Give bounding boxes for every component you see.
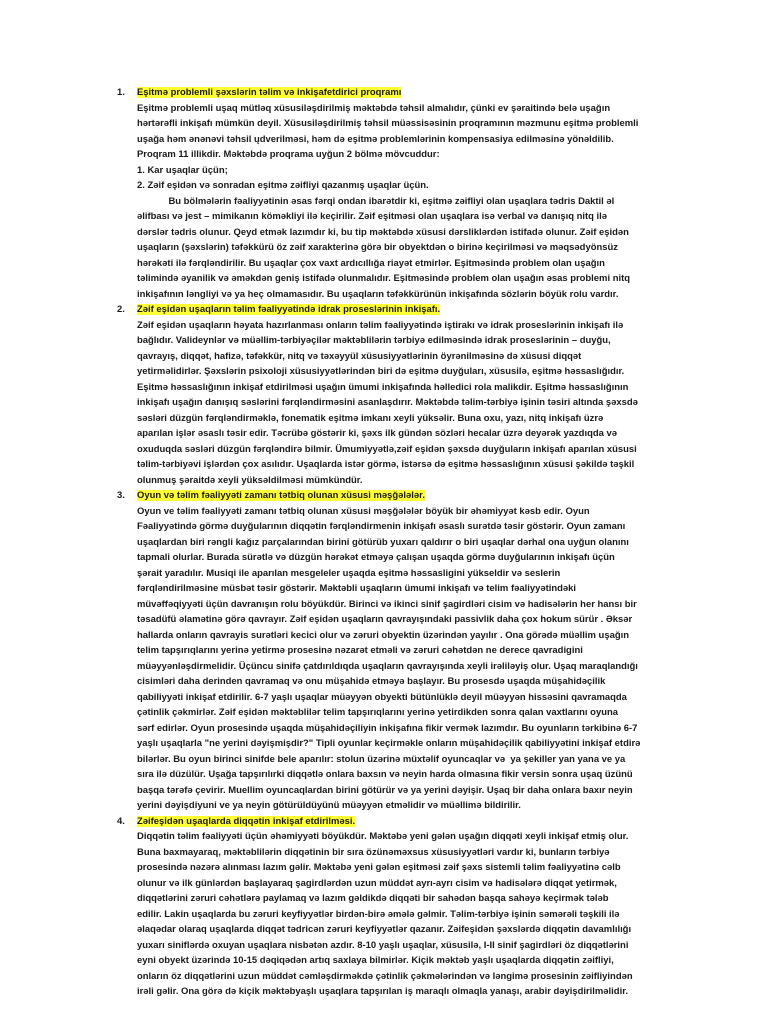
paragraph-line: Proqram 11 illikdir. Məktəbdə proqrama uyğun 2 bölmə mövcuddur:: [137, 149, 440, 160]
paragraph-line: Zəif eşidən uşaqların həyata hazırlanması onların təlim fəaliyyətində iştirakı və idrak proseslərinin inkişafı ilə: [137, 319, 624, 331]
paragraph-line: Eşitmə problemli uşaq mütləq xüsusiləşdirilmiş məktəbdə təhsil almalıdır, çünki ev şəraitində belə uşağın: [137, 102, 611, 114]
paragraph-line: dərslər tədris olunur. Qeyd etmək lazımdır ki, bu tip məktəbdə xüsusi dərsliklərdən istifadə olunur. Zəif eşidən: [137, 226, 629, 238]
section-number: 4.: [117, 815, 125, 827]
paragraph-line: bağlıdır. Valideynlər və müəllim-tərbiyəçilər məktəblilərin tərbiyə edilməsində idrak proseslərinin – duyğu,: [137, 335, 611, 346]
paragraph-line: yetirməlidirlər. Şəxslərin psixoloji xüsusiyyətlərindən biri də eşitmə duyğuları, xüsusilə, eşitmə həssaslığıdır.: [137, 366, 625, 377]
paragraph-line: hərtərəfli inkişafı mümkün deyil. Xüsusiləşdirilmiş təhsil müəssisəsinin proqramının məzmunu eşitmə problemli: [137, 118, 639, 129]
document-body: [117, 85, 657, 1000]
paragraph-line: təlimində əyanilik və əməkdən geniş istifadə olunmalıdır. Eşitməsində problem olan uşağın əsas problemi nitq: [137, 273, 630, 284]
paragraph-line: Fəaliyyətində görmə duyğularının diqqətin fərqləndirmenin inkişafı əsaslı surətdə təsir göstərir. Oyun zamanı: [137, 521, 626, 532]
section-1: [117, 85, 657, 302]
paragraph-line: onların öz diqqətlərini uzun müddət cəmləşdirməkdə çətinlik çəkmələrindən və ləngimə prosesinin zəifliyindən: [137, 970, 633, 982]
paragraph-line: 2. Zəif eşidən və sonradan eşitmə zəifliyi qazanmış uşaqlar üçün.: [137, 180, 429, 191]
paragraph-line: hərəkəti ilə fərqləndirilir. Bu uşaqlar çox vaxt ardıcıllığa riayət etmirlər. Eşitməsində problem olan uşağın: [137, 257, 605, 269]
section-number: 1.: [117, 87, 125, 98]
section-title: Zəif eşidən uşaqların təlim fəaliyyətində idrak proseslərinin inkişafı.: [137, 304, 441, 315]
paragraph-line: müvəffəqiyyəti üçün davranışın rolu böyükdür. Birinci və ikinci sinif şagirdləri cisim və hadisələrin her hansı bir: [137, 598, 637, 610]
section-heading: [117, 814, 657, 830]
paragraph-line: uşaqların (şəxslərin) təfəkkürü öz zəif xarakterinə görə bir obyektdən o birinə keçirilməsi və məqsədyönsüz: [137, 242, 618, 253]
paragraph-line: oxuduqda səsləri düzgün fərqləndirə bilmir. Ümumiyyətlə,zəif eşidən şəxsdə duyğuların inkişafı aparılan xüsusi: [137, 443, 637, 455]
paragraph-line: sıra ilə düzülür. Uşağa tapşırılırki diqqətlə onlara baxsın və neyin harda olmasına fikir versin sonra uşaq üzünü: [137, 769, 633, 780]
paragraph-line: uşağa həm ənənəvi təhsil ųdverilməsi, həm də eşitmə problemlərinin kompensasiya edilməsinə yönəldilib.: [137, 133, 614, 145]
section-heading: [117, 302, 657, 318]
paragraph-line: olunur və ilk günlərdən başlayaraq şagirdlərdən uzun müddət ayrı-ayrı cisim və hadisələrə diqqət yetirmək,: [137, 877, 617, 889]
paragraph-line: olunmuş şəraitdə xeyli yüksəldilməsi mümkündür.: [137, 474, 363, 486]
paragraph-line: eyni obyekt üzərində 10-15 dəqiqədən artıq saxlaya bilmirlər. Kiçik məktəb yaşlı uşaqlarda diqqətin zəifliyi,: [137, 955, 614, 966]
paragraph-line: yerini dəyişdiyuni ve ya neyin götürüldüyünü müəyyən etməlidir və müəllimə bildirilir.: [137, 800, 521, 811]
paragraph-line: çətinlik çəkmirlər. Zəif eşidən məktəblilər telim tapşırıqlarını yerinə yetirdikden sonra qalan vaxtlarını oyuna: [137, 707, 618, 718]
paragraph-line: sərf edirlər. Oyun prosesində uşaqda müşahidəçiliyin inkişafına fikir vermək lazımdır. Bu oyunların tərkibinə 6-7: [137, 722, 638, 734]
paragraph-line: Buna baxmayaraq, məktəblilərin diqqətinin bir sıra özünəməxsus xüsusiyyətləri vardır ki, bunların tərbiyə: [137, 846, 610, 858]
section-title: Oyun və təlim fəaliyyəti zamanı tətbiq olunan xüsusi məşğələlər.: [137, 490, 425, 501]
paragraph-line: yuxarı siniflərdə oxuyan uşaqlara nisbətən azdır. 8-10 yaşlı uşaqlar, xüsusilə, I-II sinif şagirdləri öz diqqətlərini: [137, 939, 629, 951]
paragraph-line: təlim-tərbiyəvi işlərdən çox asılıdır. Uşaqlarda istər görmə, istərsə də eşitmə həssaslığının xüsusi şəkildə təşkil: [137, 459, 635, 470]
paragraph-line: prosesində nəzərə alınması lazım gəlir. Məktəbə yeni gələn eşitməsi zəif şəxs sistemli təlim fəaliyyətinə cəlb: [137, 862, 621, 873]
paragraph-line: Oyun ve təlim fəaliyyəti zamanı tətbiq olunan xüsusi məşğələlər böyük bir əhəmiyyət kəsb edir. Oyun: [137, 505, 590, 517]
paragraph-line: bilərlər. Bu oyun birinci sinifde bele aparılır: stolun üzərinə müxtəlif oyuncaqlar və ya şekiller yan yana ve ya: [137, 753, 626, 765]
section-number: 3.: [117, 490, 125, 501]
paragraph-line: edilir. Lakin uşaqlarda bu zəruri keyfiyyətlər birdən-birə əmələ gəlmir. Təlim-tərbiyə işinin səmərəli təşkili ilə: [137, 908, 620, 920]
paragraph-line: uşaqlardan biri rəngli kağız parçalarından birini götürüb yuxarı qaldırır o biri uşaqlar dərhal ona uyğun olanını: [137, 536, 629, 548]
paragraph-line: fərqləndirilməsine müsbət təsir göstərir. Məktəbli uşaqların ümumi inkişafı və telim fəaliyyətindəki: [137, 583, 576, 594]
paragraph-line: aparılan işlər əsaslı təsir edir. Təcrübə göstərir ki, şəxs ilk gündən sözləri hecalar üzrə deyərək yazdıqda və: [137, 428, 617, 439]
paragraph-line: qabiliyyəti inkişaf etdirilir. 6-7 yaşlı uşaqlar müəyyən obyekti bütünlüklə deyil müəyyən hissəsini qavramaqda: [137, 691, 627, 703]
paragraph-line: qavrayış, diqqət, hafizə, təfəkkür, nitq və təxəyyül xüsusiyyətlərinin öyrənilməsinə də xüsusi diqqət: [137, 350, 582, 362]
paragraph-line: 1. Kar uşaqlar üçün;: [137, 164, 228, 176]
paragraph-line: irəli gəlir. Ona görə də kiçik məktəbyaşlı uşaqlara tapşırılan iş maraqlı olmaqla yanaşı, arabir dəyişdirilməlidir.: [137, 986, 628, 997]
paragraph-line: telim tapşırıqlarını yerinə yetirmə prosesinə nəzarət etməli və zəruri cəhətdən ne derece qavradigini: [137, 645, 583, 656]
paragraph-line: səsləri düzgün fərqləndirməklə, fonematik eşitmə imkanı xeyli yüksəlir. Buna oxu, yazı, nitq inkişafı üzrə: [137, 412, 604, 424]
paragraph-line: hallarda onların qavrayis surətləri kecici olur və zəruri obyektin üzərindən yayılır . Ona görədə müəllim uşağın: [137, 629, 629, 641]
section-number: 2.: [117, 304, 125, 315]
paragraph-line: başqa tərəfə çevirir. Muellim oyuncaqlardan birini götürür və ya yerini dəyişir. Uşaq bir daha onlara baxır neyin: [137, 784, 633, 796]
paragraph-line: cisimləri daha derinden qavramaq və onu müşahidə etməyə başlayır. Bu prosesdə uşaqda müşahidəçilik: [137, 676, 606, 687]
paragraph-line: inkişafının ləngliyi və ya heç olmamasıdır. Bu uşaqların təfəkkürünün inkişafında sözlərin böyük rolu vardır.: [137, 288, 619, 300]
section-3: [117, 488, 657, 814]
paragraph-line: diqqətlərini zəruri cəhətlərə paylamaq və lazım gəldikdə diqqəti bir sahədən başqa sahəyə keçirmək tələb: [137, 893, 609, 904]
paragraph-line: şərait yaradılır. Musiqi ile aparılan mesgeleler uşaqda eşitmə həssasligini yükseldir və seslerin: [137, 567, 561, 579]
paragraph-line: Bu bölmələrin fəaliyyətinin əsas fərqi ondan ibarətdir ki, eşitmə zəifliyi olan uşaqlara tədris Daktil əl: [137, 195, 615, 207]
section-title: Zəifeşidən uşaqlarda diqqətin inkişaf etdirilməsi.: [137, 815, 356, 827]
section-title: Eşitmə problemli şəxslərin təlim və inkişafetdirici proqramı: [137, 87, 402, 98]
section-4: [117, 814, 657, 1000]
paragraph-line: təsadüfü əlamətinə görə qavrayır. Zəif eşidən uşaqların qavrayışındaki passivlik daha çox hokum sürür . Əksər: [137, 614, 633, 625]
section-heading: [117, 85, 657, 101]
paragraph-line: əlifbası və jest – mimikanın köməkliyi ilə keçirilir. Zəif eşitməsi olan uşaqlara isə verbal və danışıq nitq ilə: [137, 211, 607, 222]
paragraph-line: müəyyənləşdirmelidir. Üçüncu sinifə çatdırıldıqda uşaqların qavrayışında xeyli irəliləyiş olur. Uşaq maraqlandığı: [137, 660, 638, 672]
paragraph-line: əlaqədar olaraq uşaqlarda diqqət tədricən zəruri keyfiyyətlər qazanır. Zəifeşidən şəxslərdə diqqətin davamlılığı: [137, 924, 632, 935]
section-2: [117, 302, 657, 488]
paragraph-line: Diqqətin təlim fəaliyyəti üçün əhəmiyyəti böyükdür. Məktəbə yeni gələn uşağın diqqəti xeyli inkişaf etmiş olur.: [137, 831, 629, 842]
section-heading: [117, 488, 657, 504]
paragraph-line: yaşlı uşaqlarla "ne yerini dəyişmişdir?" Tipli oyunlar keçirməkle onların müşahidəçilik qabiliyyətini inkişaf etdirə: [137, 738, 641, 749]
paragraph-line: inkişafı uşağın danışıq səslərini fərqləndirməsini asanlaşdırır. Məktəbdə təlim-tərbiyə işinin təsiri altında şəxsdə: [137, 397, 638, 408]
paragraph-line: tapmali olurlar. Burada sürətlə və düzgün hərəkət etməyə çalışan uşaqda görmə duyğularının inkişafı üçün: [137, 552, 615, 563]
paragraph-line: Eşitmə həssaslığının inkişaf etdirilməsi uşağın ümumi inkişafında həlledici rola malikdir. Eşitmə həssaslığının: [137, 381, 629, 393]
